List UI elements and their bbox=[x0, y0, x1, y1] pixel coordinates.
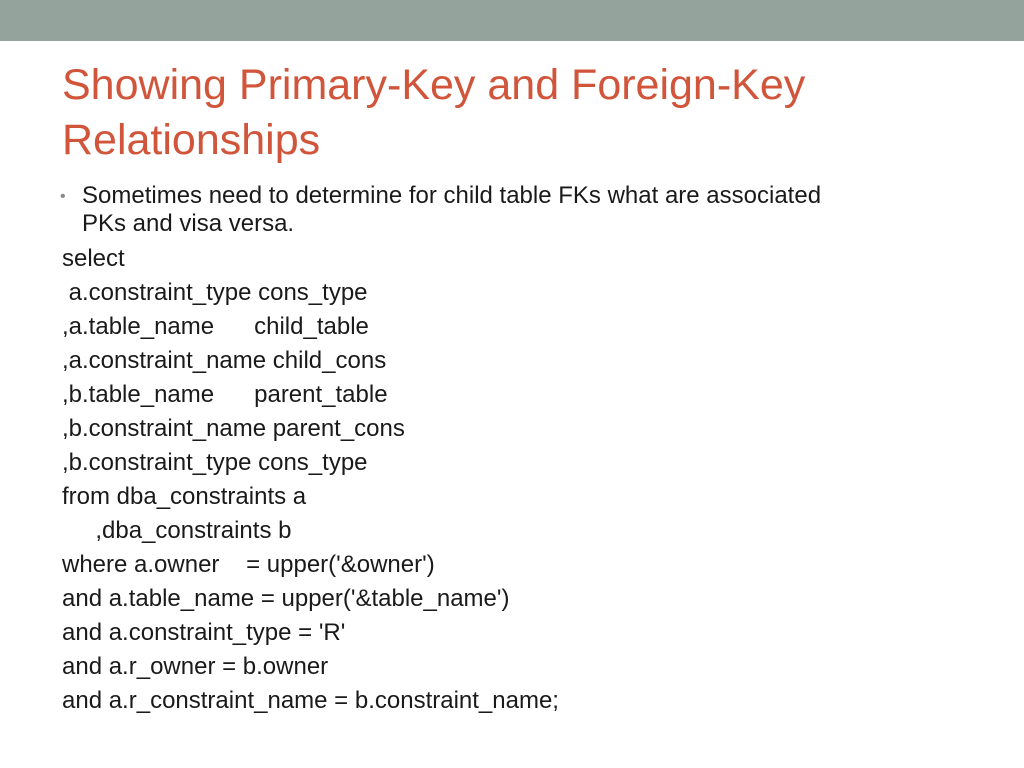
bullet-item bbox=[60, 182, 980, 238]
sql-line: and a.table_name = upper('&table_name') bbox=[62, 585, 510, 612]
sql-line: from dba_constraints a bbox=[62, 483, 307, 510]
sql-line: ,b.constraint_name parent_cons bbox=[62, 415, 405, 442]
sql-line: and a.constraint_type = 'R' bbox=[62, 619, 346, 646]
sql-line: ,b.constraint_type cons_type bbox=[62, 449, 368, 476]
bullet-text-line-1: Sometimes need to determine for child table FKs what are associated bbox=[82, 182, 822, 209]
bullet-dot-icon: • bbox=[60, 188, 66, 205]
sql-line: a.constraint_type cons_type bbox=[62, 279, 368, 306]
slide-title-line-1: Showing Primary-Key and Foreign-Key bbox=[62, 61, 806, 109]
sql-line: ,dba_constraints b bbox=[62, 517, 292, 544]
sql-line: ,a.table_name child_table bbox=[62, 313, 369, 340]
sql-line: where a.owner = upper('&owner') bbox=[62, 551, 435, 578]
slide-title-line-2: Relationships bbox=[62, 116, 321, 164]
sql-line: select bbox=[62, 245, 125, 272]
bullet-text-line-2: PKs and visa versa. bbox=[82, 210, 295, 237]
sql-line: ,a.constraint_name child_cons bbox=[62, 347, 387, 374]
top-accent-bar bbox=[0, 0, 1024, 41]
sql-line: ,b.table_name parent_table bbox=[62, 381, 388, 408]
sql-line: and a.r_owner = b.owner bbox=[62, 653, 329, 680]
sql-line: and a.r_constraint_name = b.constraint_name; bbox=[62, 687, 559, 714]
sql-query-block bbox=[62, 242, 1002, 718]
slide-title bbox=[62, 58, 982, 168]
